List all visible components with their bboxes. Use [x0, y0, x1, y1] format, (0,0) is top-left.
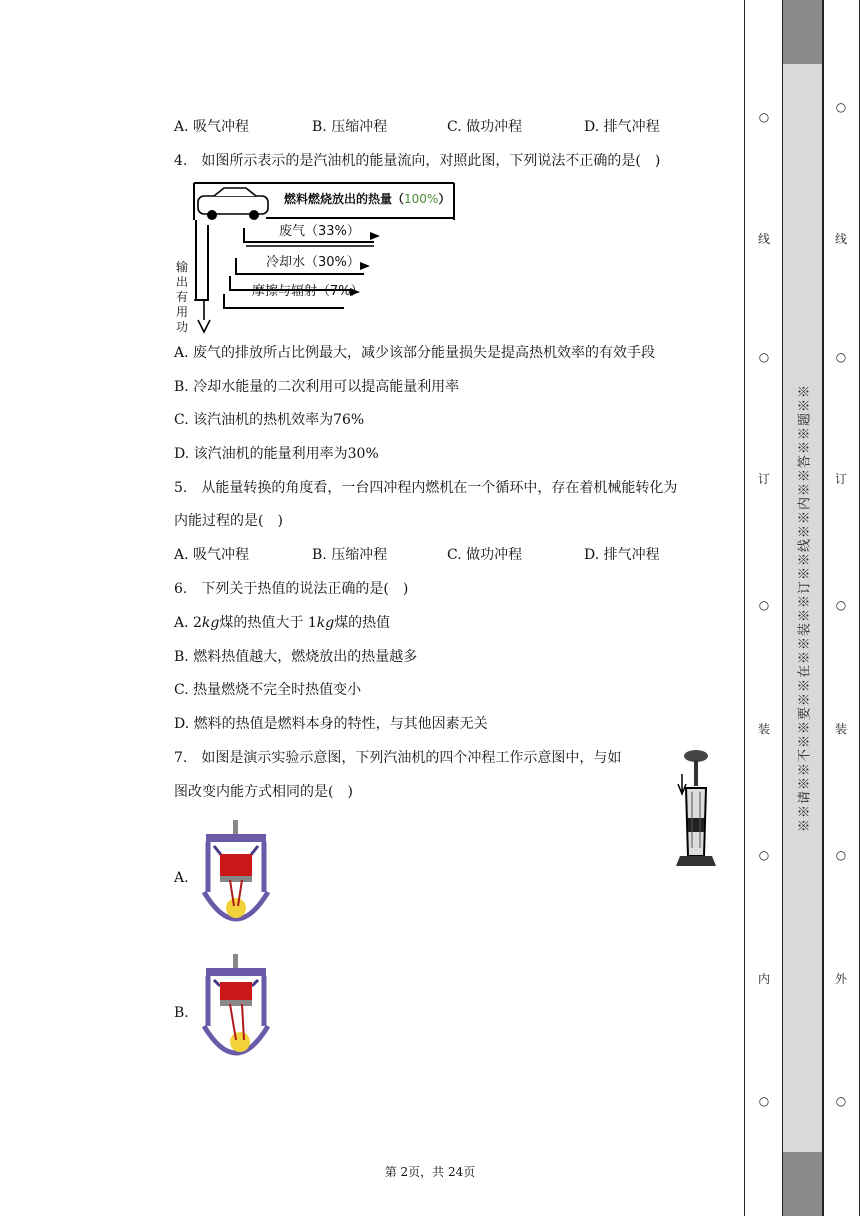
fig-exhaust-label: 废气（33%）: [279, 224, 360, 239]
inner-mark-nei: 内: [757, 972, 770, 986]
fig-useful-work-label: 输 出 有 用 功: [176, 260, 189, 334]
page-footer: 第 2页，共 24页: [384, 1165, 476, 1179]
q3-option-b: B. 压缩冲程: [312, 119, 388, 135]
outer-mark-line: 线: [834, 232, 847, 246]
fig-friction-label: 摩擦与辐射（7%）: [252, 284, 364, 299]
q4-option-c: C. 该汽油机的热机效率为76%: [174, 412, 365, 428]
q3-option-c: C. 做功冲程: [447, 119, 523, 135]
outer-binding-strip: [822, 0, 860, 1216]
q6-option-b: B. 燃料热值越大，燃烧放出的热量越多: [174, 649, 418, 665]
q6-option-c: C. 热量燃烧不完全时热值变小: [174, 682, 362, 698]
air-pump-icon: [670, 748, 720, 880]
outer-circle-3: ○: [835, 598, 847, 612]
q5-option-a: A. 吸气冲程: [174, 547, 250, 563]
q4-option-a: A. 废气的排放所占比例最大，减少该部分能量损失是提高热机效率的有效手段: [174, 345, 656, 361]
q5-option-c: C. 做功冲程: [447, 547, 523, 563]
inner-circle-3: ○: [758, 598, 770, 612]
q3-option-d: D. 排气冲程: [584, 119, 660, 135]
warning-strip-top-cap: [783, 0, 823, 64]
warning-strip-bottom-cap: [783, 1152, 823, 1216]
outer-circle-2: ○: [835, 350, 847, 364]
q7-option-a-label: A.: [174, 870, 189, 886]
q7-option-b-figure: [200, 952, 272, 1074]
q7-pump-figure: [670, 748, 720, 880]
q3-option-a: A. 吸气冲程: [174, 119, 250, 135]
outer-circle-1: ○: [835, 100, 847, 114]
q7-option-a-figure: [200, 818, 272, 940]
fig-cooling-label: 冷却水（30%）: [266, 255, 360, 270]
q5-option-b: B. 压缩冲程: [312, 547, 388, 563]
inner-circle-5: ○: [758, 1094, 770, 1108]
q5-stem-line2: 内能过程的是( ): [174, 513, 283, 529]
inner-mark-line: 线: [757, 232, 770, 246]
fig-total-heat-label: 燃料燃烧放出的热量（100%）: [284, 192, 451, 206]
q5-option-d: D. 排气冲程: [584, 547, 660, 563]
q7-option-b-label: B.: [174, 1005, 189, 1021]
outer-mark-wai: 外: [834, 972, 847, 986]
outer-mark-ding: 订: [834, 472, 847, 486]
q4-option-d: D. 该汽油机的能量利用率为30%: [174, 446, 379, 462]
q4-option-b: B. 冷却水能量的二次利用可以提高能量利用率: [174, 379, 460, 395]
engine-stroke-a-icon: [200, 818, 272, 940]
warning-strip: [782, 0, 824, 1216]
outer-circle-5: ○: [835, 1094, 847, 1108]
no-answer-warning: ※※请※※不※※要※※在※※装※※订※※线※※内※※答※※题※※: [797, 383, 813, 833]
q4-stem: 4. 如图所示表示的是汽油机的能量流向，对照此图，下列说法不正确的是( ): [174, 153, 661, 169]
outer-mark-zhuang: 装: [834, 722, 847, 736]
q6-stem: 6. 下列关于热值的说法正确的是( ): [174, 581, 409, 597]
q7-stem-line1: 7. 如图是演示实验示意图，下列汽油机的四个冲程工作示意图中，与如: [174, 750, 622, 766]
q7-stem-line2: 图改变内能方式相同的是( ): [174, 784, 353, 800]
q4-energy-figure: [174, 180, 474, 340]
inner-circle-4: ○: [758, 848, 770, 862]
inner-binding-strip: [744, 0, 784, 1216]
q6-option-d: D. 燃料的热值是燃料本身的特性，与其他因素无关: [174, 716, 488, 732]
q5-stem-line1: 5. 从能量转换的角度看，一台四冲程内燃机在一个循环中，存在着机械能转化为: [174, 480, 678, 496]
inner-mark-ding: 订: [757, 472, 770, 486]
outer-circle-4: ○: [835, 848, 847, 862]
engine-stroke-b-icon: [200, 952, 272, 1074]
car-icon: [198, 188, 268, 220]
q6-option-a: A. 2kg煤的热值大于 1kg煤的热值: [174, 615, 391, 631]
inner-circle-1: ○: [758, 110, 770, 124]
inner-mark-zhuang: 装: [757, 722, 770, 736]
inner-circle-2: ○: [758, 350, 770, 364]
